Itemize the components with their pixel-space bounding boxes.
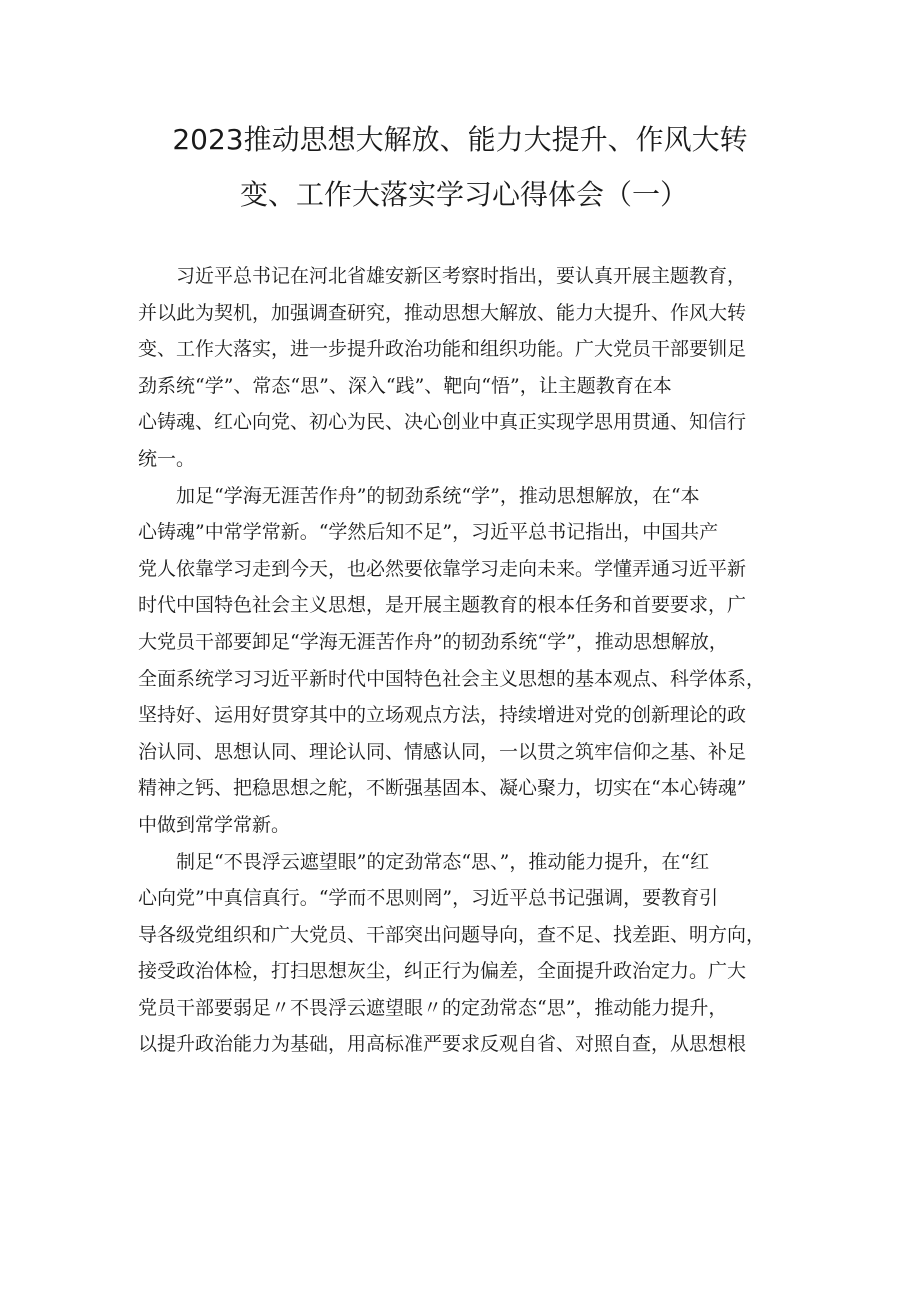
text-line: 统一。 [138,447,196,470]
text-line: 加足“学海无涯苦作舟”的韧劲系统“学”，推动思想解放，在“本 [176,484,700,507]
text-line: 接受政治体检，打扫思想灰尘，纠正行为偏差，全面提升政治定力。广大 [138,960,747,983]
text-line: 中做到常学常新。 [138,813,291,836]
text-line: 心向党”中真信真行。“学而不思则罔”，习近平总书记强调，要教育引 [138,887,719,910]
text-line: 党员干部要弱足〃不畏浮云遮望眼〃的定劲常态“思”，推动能力提升， [138,996,728,1019]
text-line: 治认同、思想认同、理论认同、情感认同，一以贯之筑牢信仰之基、补足 [138,740,747,763]
paragraph-1 [138,258,798,478]
paragraph-2 [138,478,798,844]
document-title [120,112,800,222]
document-body [138,258,798,1063]
text-line: 以提升政治能力为基础，用高标准严要求反观自省、对照自查，从思想根 [138,1033,747,1056]
text-line: 变、工作大落实，进一步提升政治功能和组织功能。广大党员干部要钏足 [138,338,747,361]
text-line: 大党员干部要卸足“学海无涯苦作舟”的韧劲系统“学”，推动思想解放， [138,630,728,653]
title-line: 2023推动思想大解放、能力大提升、作风大转 [172,123,748,156]
text-line: 心铸魂、红心向党、初心为民、决心创业中真正实现学思用贯通、知信行 [138,411,747,434]
text-line: 时代中国特色社会主义思想，是开展主题教育的根本任务和首要要求，广 [138,594,747,617]
text-line: 习近平总书记在河北省雄安新区考察时指出，要认真开展主题教育， [176,265,747,287]
text-line: 全面系统学习习近平新时代中国特色社会主义思想的基本观点、科学体系， [138,667,766,690]
title-line: 变、工作大落实学习心得体会（一） [239,178,688,211]
text-line: 并以此为契机，加强调查研究，推动思想大解放、能力大提升、作风大转 [138,301,747,324]
text-line: 导各级党组织和广大党员、干部突出问题导向，查不足、找差距、明方向， [138,923,766,946]
text-line: 心铸魂”中常学常新。“学然后知不足”，习近平总书记指出，中国共产 [138,521,719,544]
text-line: 精神之钙、把稳思想之舵，不断强基固本、凝心聚力，切实在“本心铸魂” [138,777,747,800]
text-line: 制足“不畏浮云遮望眼”的定劲常态“思、”，推动能力提升，在“红 [176,850,710,873]
text-line: 党人依靠学习走到今天，也必然要依靠学习走向未来。学懂弄通习近平新 [138,557,747,580]
text-line: 劲系统“学”、常态“思”、深入“践”、靶向“悟”，让主题教育在本 [138,374,672,397]
text-line: 坚持好、运用好贯穿其中的立场观点方法，持续增进对党的创新理论的政 [138,704,747,727]
paragraph-3 [138,844,798,1064]
